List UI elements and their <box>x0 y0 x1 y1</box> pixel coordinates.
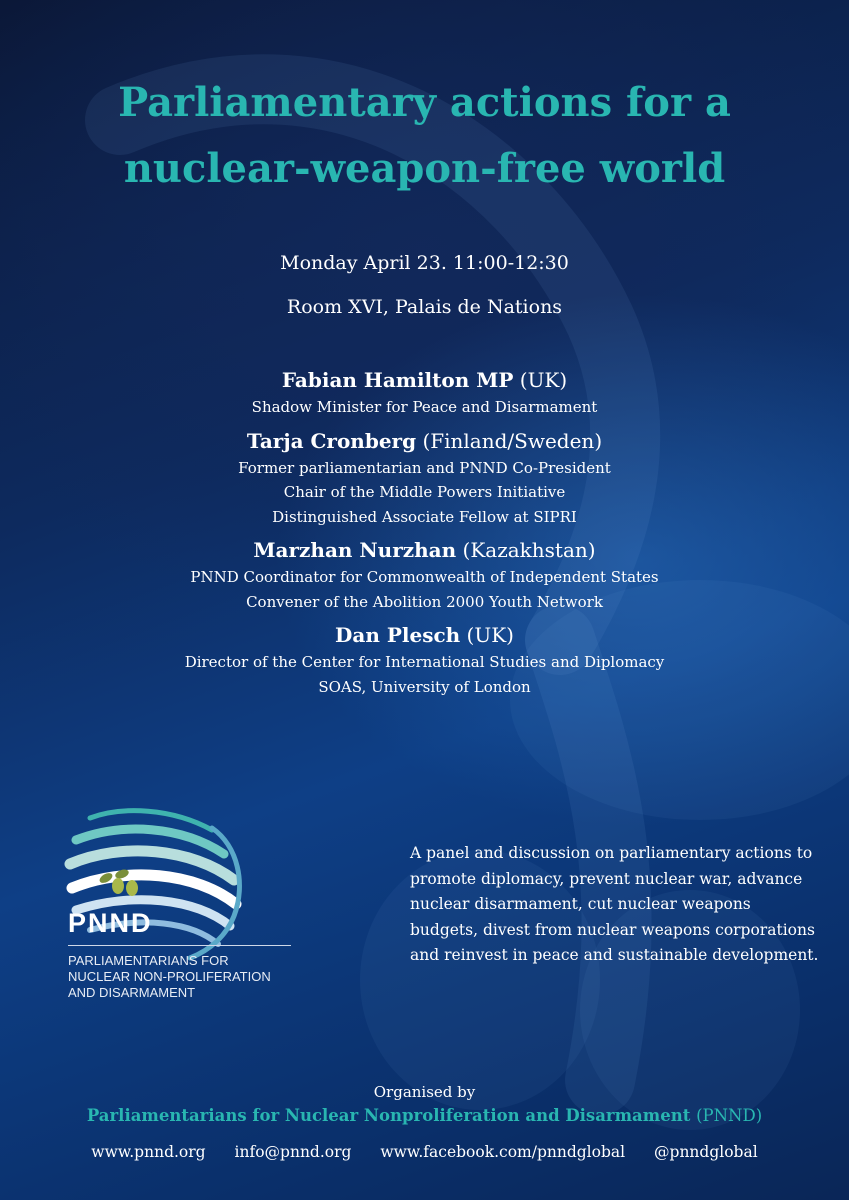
logo-subtitle <box>68 953 308 1001</box>
speaker-list <box>0 365 849 705</box>
speaker-name-line <box>0 535 849 565</box>
organiser-full-name: Parliamentarians for Nuclear Nonproliferation and Disarmament <box>86 1106 691 1125</box>
title-line-2: nuclear-weapon-free world <box>123 145 726 192</box>
speaker-country: (Kazakhstan) <box>462 538 596 562</box>
speaker-name-line <box>0 426 849 456</box>
speaker-name: Dan Plesch <box>335 623 461 647</box>
facebook-link[interactable]: www.facebook.com/pnndglobal <box>380 1143 626 1161</box>
event-details <box>0 241 849 329</box>
speaker-item <box>0 365 849 420</box>
speaker-role: Chair of the Middle Powers Initiative <box>283 483 566 501</box>
social-handle[interactable]: @pnndglobal <box>654 1143 758 1161</box>
speaker-name-line <box>0 620 849 650</box>
logo-wordmark: PNND <box>68 908 153 938</box>
speaker-name: Tarja Cronberg <box>246 428 417 453</box>
organiser-name <box>0 1103 849 1129</box>
logo-divider <box>68 945 291 946</box>
logo-subtitle-line: PARLIAMENTARIANS FOR <box>68 953 229 968</box>
speaker-role: Distinguished Associate Fellow at SIPRI <box>272 507 577 526</box>
poster-title <box>0 70 849 202</box>
speaker-item <box>0 620 849 699</box>
speaker-role: Director of the Center for International Studies and Diplomacy <box>184 653 665 671</box>
email-link[interactable]: info@pnnd.org <box>234 1143 352 1161</box>
speaker-role: PNND Coordinator for Commonwealth of Independent States <box>190 568 659 586</box>
website-link[interactable]: www.pnnd.org <box>91 1143 206 1161</box>
title-line-1: Parliamentary actions for a <box>118 79 731 126</box>
speaker-item <box>0 535 849 614</box>
speaker-role: Convener of the Abolition 2000 Youth Network <box>246 592 603 611</box>
speaker-country: (UK) <box>466 623 514 647</box>
event-date-time: Monday April 23. 11:00-12:30 <box>280 252 569 274</box>
logo-subtitle-line: NUCLEAR NON-PROLIFERATION <box>68 969 271 984</box>
organiser-abbreviation: (PNND) <box>696 1106 763 1125</box>
logo-subtitle-line: AND DISARMAMENT <box>68 985 196 1000</box>
speaker-country: (UK) <box>519 368 568 392</box>
contact-links <box>0 1141 849 1163</box>
speaker-role: Shadow Minister for Peace and Disarmament <box>251 398 598 416</box>
event-location: Room XVI, Palais de Nations <box>286 296 563 318</box>
speaker-role: Former parliamentarian and PNND Co-President <box>238 458 611 477</box>
speaker-country: (Finland/Sweden) <box>422 428 603 453</box>
speaker-item <box>0 426 849 530</box>
organised-by-label: Organised by <box>373 1083 476 1101</box>
speaker-name: Fabian Hamilton MP <box>281 368 514 392</box>
speaker-name-line <box>0 365 849 395</box>
footer <box>0 1081 849 1163</box>
event-description: A panel and discussion on parliamentary actions to promote diplomacy, prevent nuclear war, advance nuclear disarmament, cut nuclear weapons budgets, divest from nuclear weapons corporations and reinvest in peace and sustainable development. <box>410 844 819 964</box>
speaker-role: SOAS, University of London <box>318 677 531 696</box>
speaker-name: Marzhan Nurzhan <box>253 538 457 562</box>
